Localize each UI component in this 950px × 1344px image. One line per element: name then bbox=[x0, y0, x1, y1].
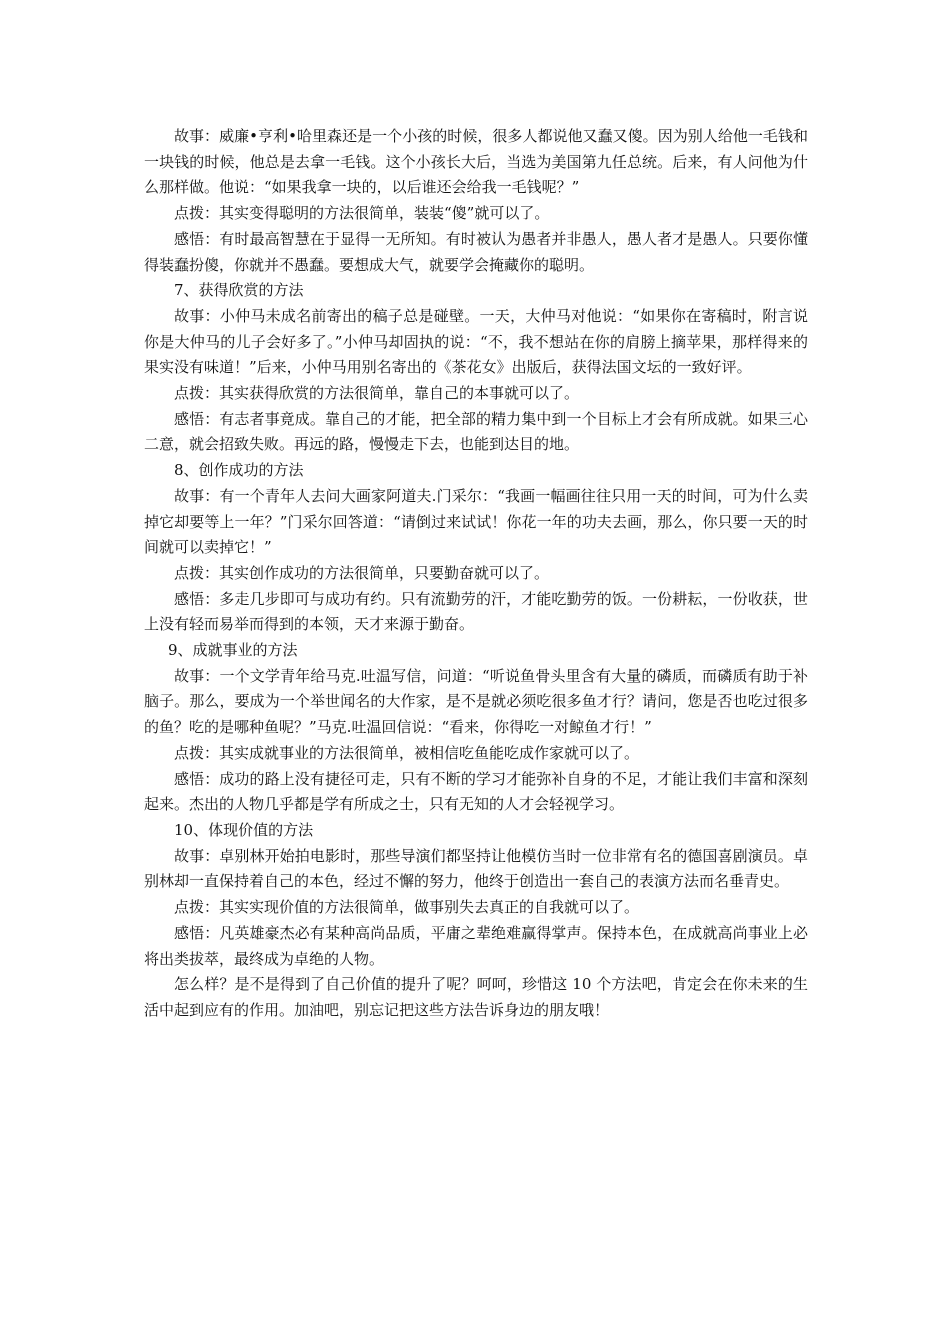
section-heading: 8、创作成功的方法 bbox=[174, 461, 304, 480]
document-body bbox=[144, 124, 808, 1024]
paragraph: 感悟：有时最高智慧在于显得一无所知。有时被认为愚者并非愚人，愚人者才是愚人。只要你懂得装蠢扮傻，你就并不愚蠢。要想成大气，就要学会掩藏你的聪明。 bbox=[144, 229, 808, 274]
section-heading: 7、获得欣赏的方法 bbox=[174, 281, 304, 300]
paragraph: 感悟：有志者事竟成。靠自己的才能，把全部的精力集中到一个目标上才会有所成就。如果三心二意，就会招致失败。再远的路，慢慢走下去，也能到达目的地。 bbox=[144, 409, 808, 454]
paragraph: 故事：有一个青年人去问大画家阿道夫.门采尔：“我画一幅画往往只用一天的时间，可为什么卖掉它却要等上一年？”门采尔回答道：“请倒过来试试！你花一年的功夫去画，那么，你只要一天的时间就可以卖掉它！” bbox=[144, 486, 808, 557]
paragraph: 感悟：多走几步即可与成功有约。只有流勤劳的汗，才能吃勤劳的饭。一份耕耘，一份收获，世上没有轻而易举而得到的本领，天才来源于勤奋。 bbox=[144, 589, 808, 634]
paragraph: 点拨：其实变得聪明的方法很简单，装装“傻”就可以了。 bbox=[174, 204, 550, 223]
paragraph: 点拨：其实成就事业的方法很简单，被相信吃鱼能吃成作家就可以了。 bbox=[174, 743, 640, 762]
paragraph: 感悟：凡英雄豪杰必有某种高尚品质，平庸之辈绝难赢得掌声。保持本色，在成就高尚事业上必将出类拔萃，最终成为卓绝的人物。 bbox=[144, 923, 808, 968]
paragraph: 怎么样？是不是得到了自己价值的提升了呢？呵呵，珍惜这 10 个方法吧，肯定会在你未来的生活中起到应有的作用。加油吧，别忘记把这些方法告诉身边的朋友哦！ bbox=[144, 975, 808, 1019]
section-heading: 9、成就事业的方法 bbox=[168, 641, 298, 660]
paragraph: 点拨：其实获得欣赏的方法很简单，靠自己的本事就可以了。 bbox=[174, 384, 580, 403]
paragraph: 故事：一个文学青年给马克.吐温写信，问道：“听说鱼骨头里含有大量的磷质，而磷质有助于补脑子。那么，要成为一个举世闻名的大作家，是不是就必须吃很多鱼才行？请问，您是否也吃过很多的鱼？吃的是哪种鱼呢？”马克.吐温回信说：“看来，你得吃一对鲸鱼才行！” bbox=[144, 666, 808, 737]
paragraph: 感悟：成功的路上没有捷径可走，只有不断的学习才能弥补自身的不足，才能让我们丰富和深刻起来。杰出的人物几乎都是学有所成之士，只有无知的人才会轻视学习。 bbox=[144, 769, 808, 814]
paragraph: 点拨：其实创作成功的方法很简单，只要勤奋就可以了。 bbox=[174, 563, 550, 582]
paragraph: 点拨：其实实现价值的方法很简单，做事别失去真正的自我就可以了。 bbox=[174, 898, 640, 917]
paragraph: 故事：卓别林开始拍电影时，那些导演们都坚持让他模仿当时一位非常有名的德国喜剧演员。卓别林却一直保持着自己的本色，经过不懈的努力，他终于创造出一套自己的表演方法而名垂青史。 bbox=[144, 846, 808, 891]
section-heading: 10、体现价值的方法 bbox=[174, 820, 314, 839]
paragraph: 故事：小仲马未成名前寄出的稿子总是碰壁。一天，大仲马对他说：“如果你在寄稿时，附言说你是大仲马的儿子会好多了。”小仲马却固执的说：“不，我不想站在你的肩膀上摘苹果，那样得来的果实没有味道！”后来，小仲马用别名寄出的《茶花女》出版后，获得法国文坛的一致好评。 bbox=[144, 306, 808, 377]
paragraph: 故事：威廉•亨利•哈里森还是一个小孩的时候，很多人都说他又蠢又傻。因为别人给他一毛钱和一块钱的时候，他总是去拿一毛钱。这个小孩长大后，当选为美国第九任总统。后来，有人问他为什么那样做。他说：“如果我拿一块的，以后谁还会给我一毛钱呢？” bbox=[144, 127, 808, 197]
